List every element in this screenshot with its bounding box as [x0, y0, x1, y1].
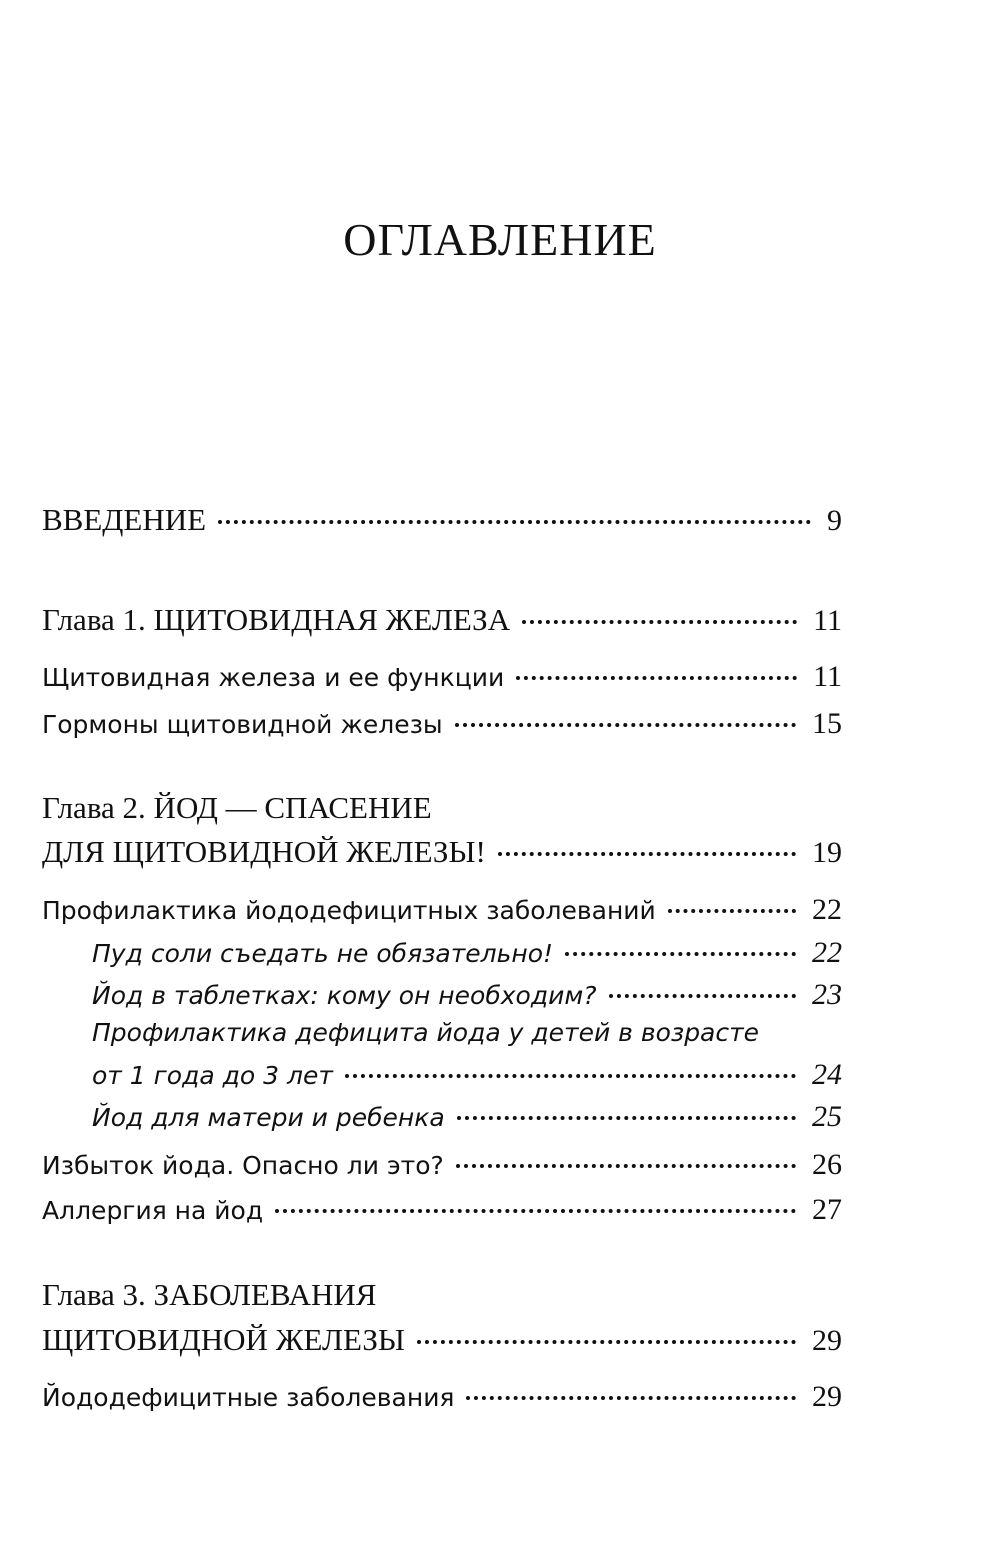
toc-entry-ch2-subsection-c[interactable]	[92, 1058, 842, 1092]
toc-entry-ch1-section-1[interactable]	[42, 660, 842, 694]
dot-leader	[466, 1396, 796, 1400]
toc-entry-text: ЩИТОВИДНОЙ ЖЕЛЕЗЫ	[42, 1322, 405, 1357]
toc-entry-text: Глава 1. ЩИТОВИДНАЯ ЖЕЛЕЗА	[42, 602, 511, 637]
dot-leader	[457, 1116, 796, 1120]
toc-entry-text: Йод в таблетках: кому он необходим?	[92, 981, 597, 1010]
toc-entry-text: Избыток йода. Опасно ли это?	[42, 1151, 444, 1180]
dot-leader	[565, 952, 796, 956]
toc-entry-ch3-section-1[interactable]	[42, 1380, 842, 1414]
dot-leader	[218, 520, 811, 524]
toc-page-number: 19	[812, 836, 842, 869]
toc-entry-text: Гормоны щитовидной железы	[42, 710, 443, 739]
toc-entry-text: ДЛЯ ЩИТОВИДНОЙ ЖЕЛЕЗЫ!	[42, 834, 486, 869]
toc-page-number: 15	[812, 707, 842, 740]
toc-entry-ch2-section-1[interactable]	[42, 893, 842, 927]
toc-entry-ch2-section-2[interactable]	[42, 1148, 842, 1182]
dot-leader	[456, 1164, 796, 1168]
toc-entry-text: Пуд соли съедать не обязательно!	[92, 939, 554, 968]
toc-entry-ch2-subsection-b[interactable]	[92, 978, 842, 1012]
dot-leader	[498, 852, 796, 856]
toc-entry-chapter-2[interactable]	[42, 834, 842, 870]
toc-entry-chapter-3[interactable]	[42, 1322, 842, 1358]
toc-page-number: 11	[813, 660, 842, 693]
dot-leader	[455, 723, 796, 727]
toc-chapter-3-title-line-1: Глава 3. ЗАБОЛЕВАНИЯ	[42, 1277, 377, 1312]
toc-entry-ch2-subsection-d[interactable]	[92, 1100, 842, 1134]
toc-entry-ch2-subsection-a[interactable]	[92, 936, 842, 970]
toc-page-number: 25	[812, 1100, 842, 1133]
toc-entry-intro[interactable]	[42, 502, 842, 538]
toc-entry-ch2-section-3[interactable]	[42, 1193, 842, 1227]
toc-page-number: 11	[813, 604, 842, 637]
toc-page-number: 26	[812, 1148, 842, 1181]
page-title: ОГЛАВЛЕНИЕ	[343, 214, 657, 265]
toc-entry-ch1-section-2[interactable]	[42, 707, 842, 741]
dot-leader	[417, 1340, 796, 1344]
toc-entry-text: от 1 года до 3 лет	[92, 1061, 333, 1090]
dot-leader	[516, 676, 797, 680]
dot-leader	[522, 620, 797, 624]
toc-entry-text: Йод для матери и ребенка	[92, 1103, 445, 1132]
dot-leader	[668, 909, 796, 913]
toc-entry-text: ВВЕДЕНИЕ	[42, 502, 207, 537]
toc-chapter-2-title-line-1: Глава 2. ЙОД — СПАСЕНИЕ	[42, 790, 432, 825]
toc-page-number: 9	[827, 504, 842, 537]
toc-subsection-c-line-1: Профилактика дефицита йода у детей в возрасте	[92, 1018, 760, 1047]
toc-entry-text: Щитовидная железа и ее функции	[42, 663, 505, 692]
toc-entry-text: Профилактика йододефицитных заболеваний	[42, 896, 656, 925]
toc-page-number: 23	[812, 978, 842, 1011]
toc-entry-text: Йододефицитные заболевания	[42, 1383, 455, 1412]
toc-page-number: 24	[812, 1058, 842, 1091]
toc-page-number: 29	[812, 1380, 842, 1413]
toc-page-number: 22	[812, 936, 842, 969]
toc-page-number: 27	[812, 1193, 842, 1226]
toc-entry-text: Аллергия на йод	[42, 1196, 264, 1225]
toc-page-number: 22	[812, 893, 842, 926]
dot-leader	[609, 994, 797, 998]
toc-page-number: 29	[812, 1324, 842, 1357]
dot-leader	[345, 1074, 796, 1078]
toc-entry-chapter-1[interactable]	[42, 602, 842, 638]
dot-leader	[275, 1209, 796, 1213]
